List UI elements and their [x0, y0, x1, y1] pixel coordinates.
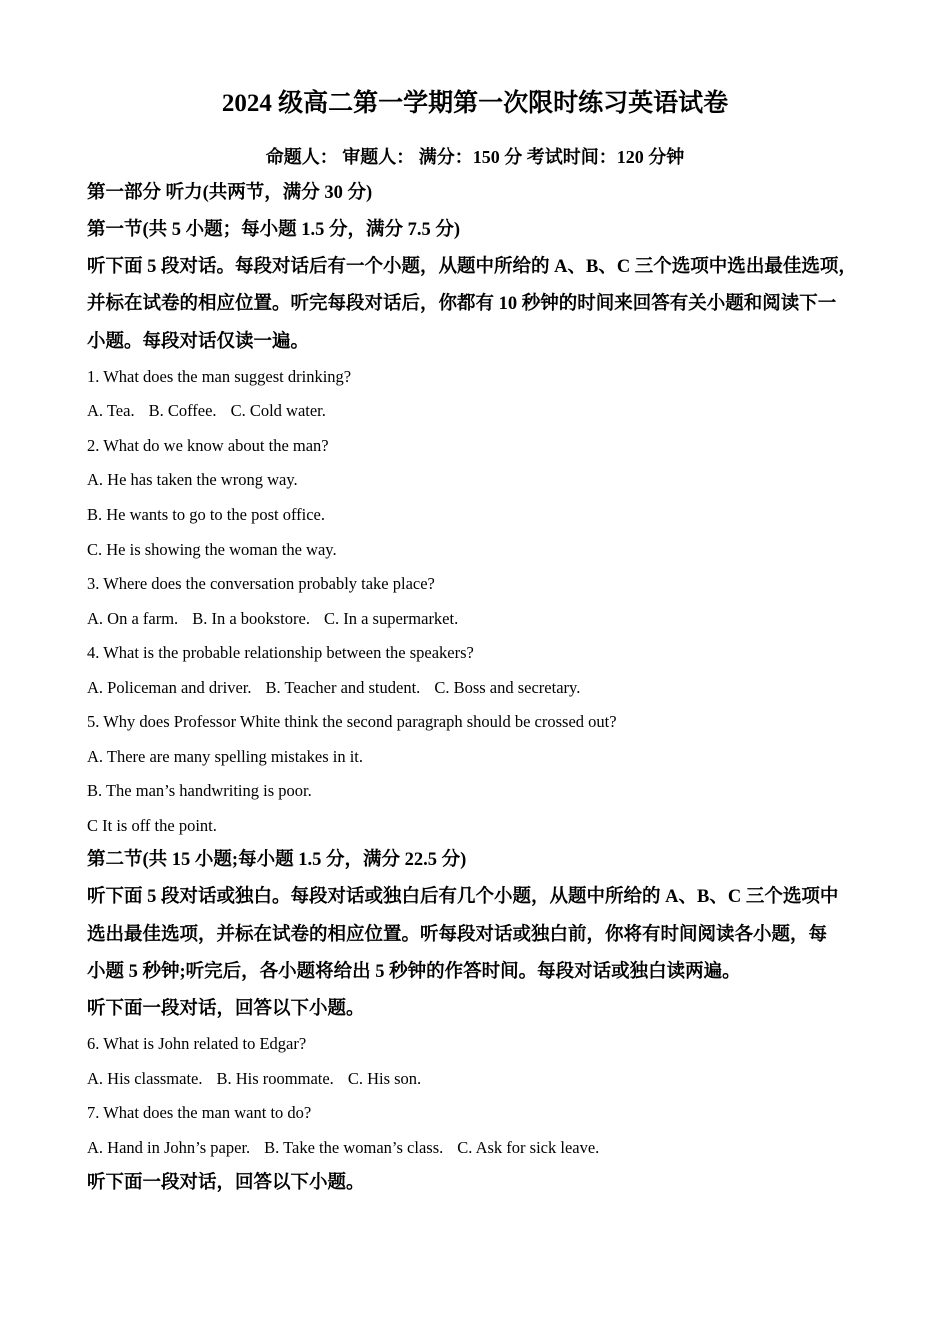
section1-heading: 第一节(共 5 小题；每小题 1.5 分，满分 7.5 分): [87, 220, 461, 240]
question-options: [87, 399, 326, 423]
section2-heading: 第二节(共 15 小题;每小题 1.5 分，满分 22.5 分): [87, 850, 467, 870]
section1-instructions-line: 小题。每段对话仅读一遍。: [87, 332, 310, 352]
question-options: [87, 676, 580, 700]
question-stem: 6. What is John related to Edgar?: [87, 1034, 307, 1053]
option: A. There are many spelling mistakes in it.: [87, 747, 364, 766]
option: B. Coffee.: [148, 401, 217, 420]
option: C. In a supermarket.: [323, 609, 459, 628]
option: A. Policeman and driver.: [87, 678, 252, 697]
section2-instructions-line: 选出最佳选项，并标在试卷的相应位置。听每段对话或独白前，你将有时间阅读各小题，每: [87, 925, 828, 945]
question-stem: 1. What does the man suggest drinking?: [87, 367, 352, 386]
part1-heading: 第一部分 听力(共两节，满分 30 分): [87, 183, 373, 203]
option: A. Hand in John’s paper.: [87, 1138, 251, 1157]
question-stem: 7. What does the man want to do?: [87, 1103, 312, 1122]
section2-instructions-line: 听下面 5 段对话或独白。每段对话或独白后有几个小题，从题中所给的 A、B、C 三个选项中: [87, 887, 839, 907]
section1-instructions-line: 听下面 5 段对话。每段对话后有一个小题，从题中所给的 A、B、C 三个选项中选出最佳选项，: [87, 257, 857, 277]
option: A. Tea.: [87, 401, 135, 420]
option: C. Ask for sick leave.: [457, 1138, 600, 1157]
option: B. Take the woman’s class.: [264, 1138, 444, 1157]
section2-instructions-line: 小题 5 秒钟;听完后，各小题将给出 5 秒钟的作答时间。每段对话或独白读两遍。: [87, 962, 741, 982]
option: C. Cold water.: [230, 401, 326, 420]
question-stem: 4. What is the probable relationship between the speakers?: [87, 643, 474, 662]
question-options: [87, 1067, 421, 1091]
section1-instructions-line: 并标在试卷的相应位置。听完每段对话后，你都有 10 秒钟的时间来回答有关小题和阅读下一: [87, 294, 837, 314]
option: C It is off the point.: [87, 816, 217, 835]
option: A. On a farm.: [87, 609, 179, 628]
question-stem: 3. Where does the conversation probably take place?: [87, 574, 435, 593]
dialogue-intro: 听下面一段对话，回答以下小题。: [87, 999, 365, 1019]
question-options: [87, 1136, 599, 1160]
exam-meta-info: 命题人： 审题人： 满分：150 分 考试时间：120 分钟: [265, 147, 685, 167]
option: B. He wants to go to the post office.: [87, 505, 325, 524]
option: B. Teacher and student.: [265, 678, 421, 697]
question-stem: 5. Why does Professor White think the second paragraph should be crossed out?: [87, 712, 617, 731]
dialogue-intro: 听下面一段对话，回答以下小题。: [87, 1173, 365, 1193]
question-options: [87, 607, 458, 631]
option: B. The man’s handwriting is poor.: [87, 781, 312, 800]
option: A. He has taken the wrong way.: [87, 470, 298, 489]
option: B. In a bookstore.: [192, 609, 310, 628]
option: B. His roommate.: [216, 1069, 334, 1088]
question-stem: 2. What do we know about the man?: [87, 436, 329, 455]
option: C. His son.: [347, 1069, 422, 1088]
exam-title: 2024 级高二第一学期第一次限时练习英语试卷: [221, 90, 729, 117]
option: C. He is showing the woman the way.: [87, 540, 337, 559]
option: A. His classmate.: [87, 1069, 203, 1088]
option: C. Boss and secretary.: [434, 678, 581, 697]
